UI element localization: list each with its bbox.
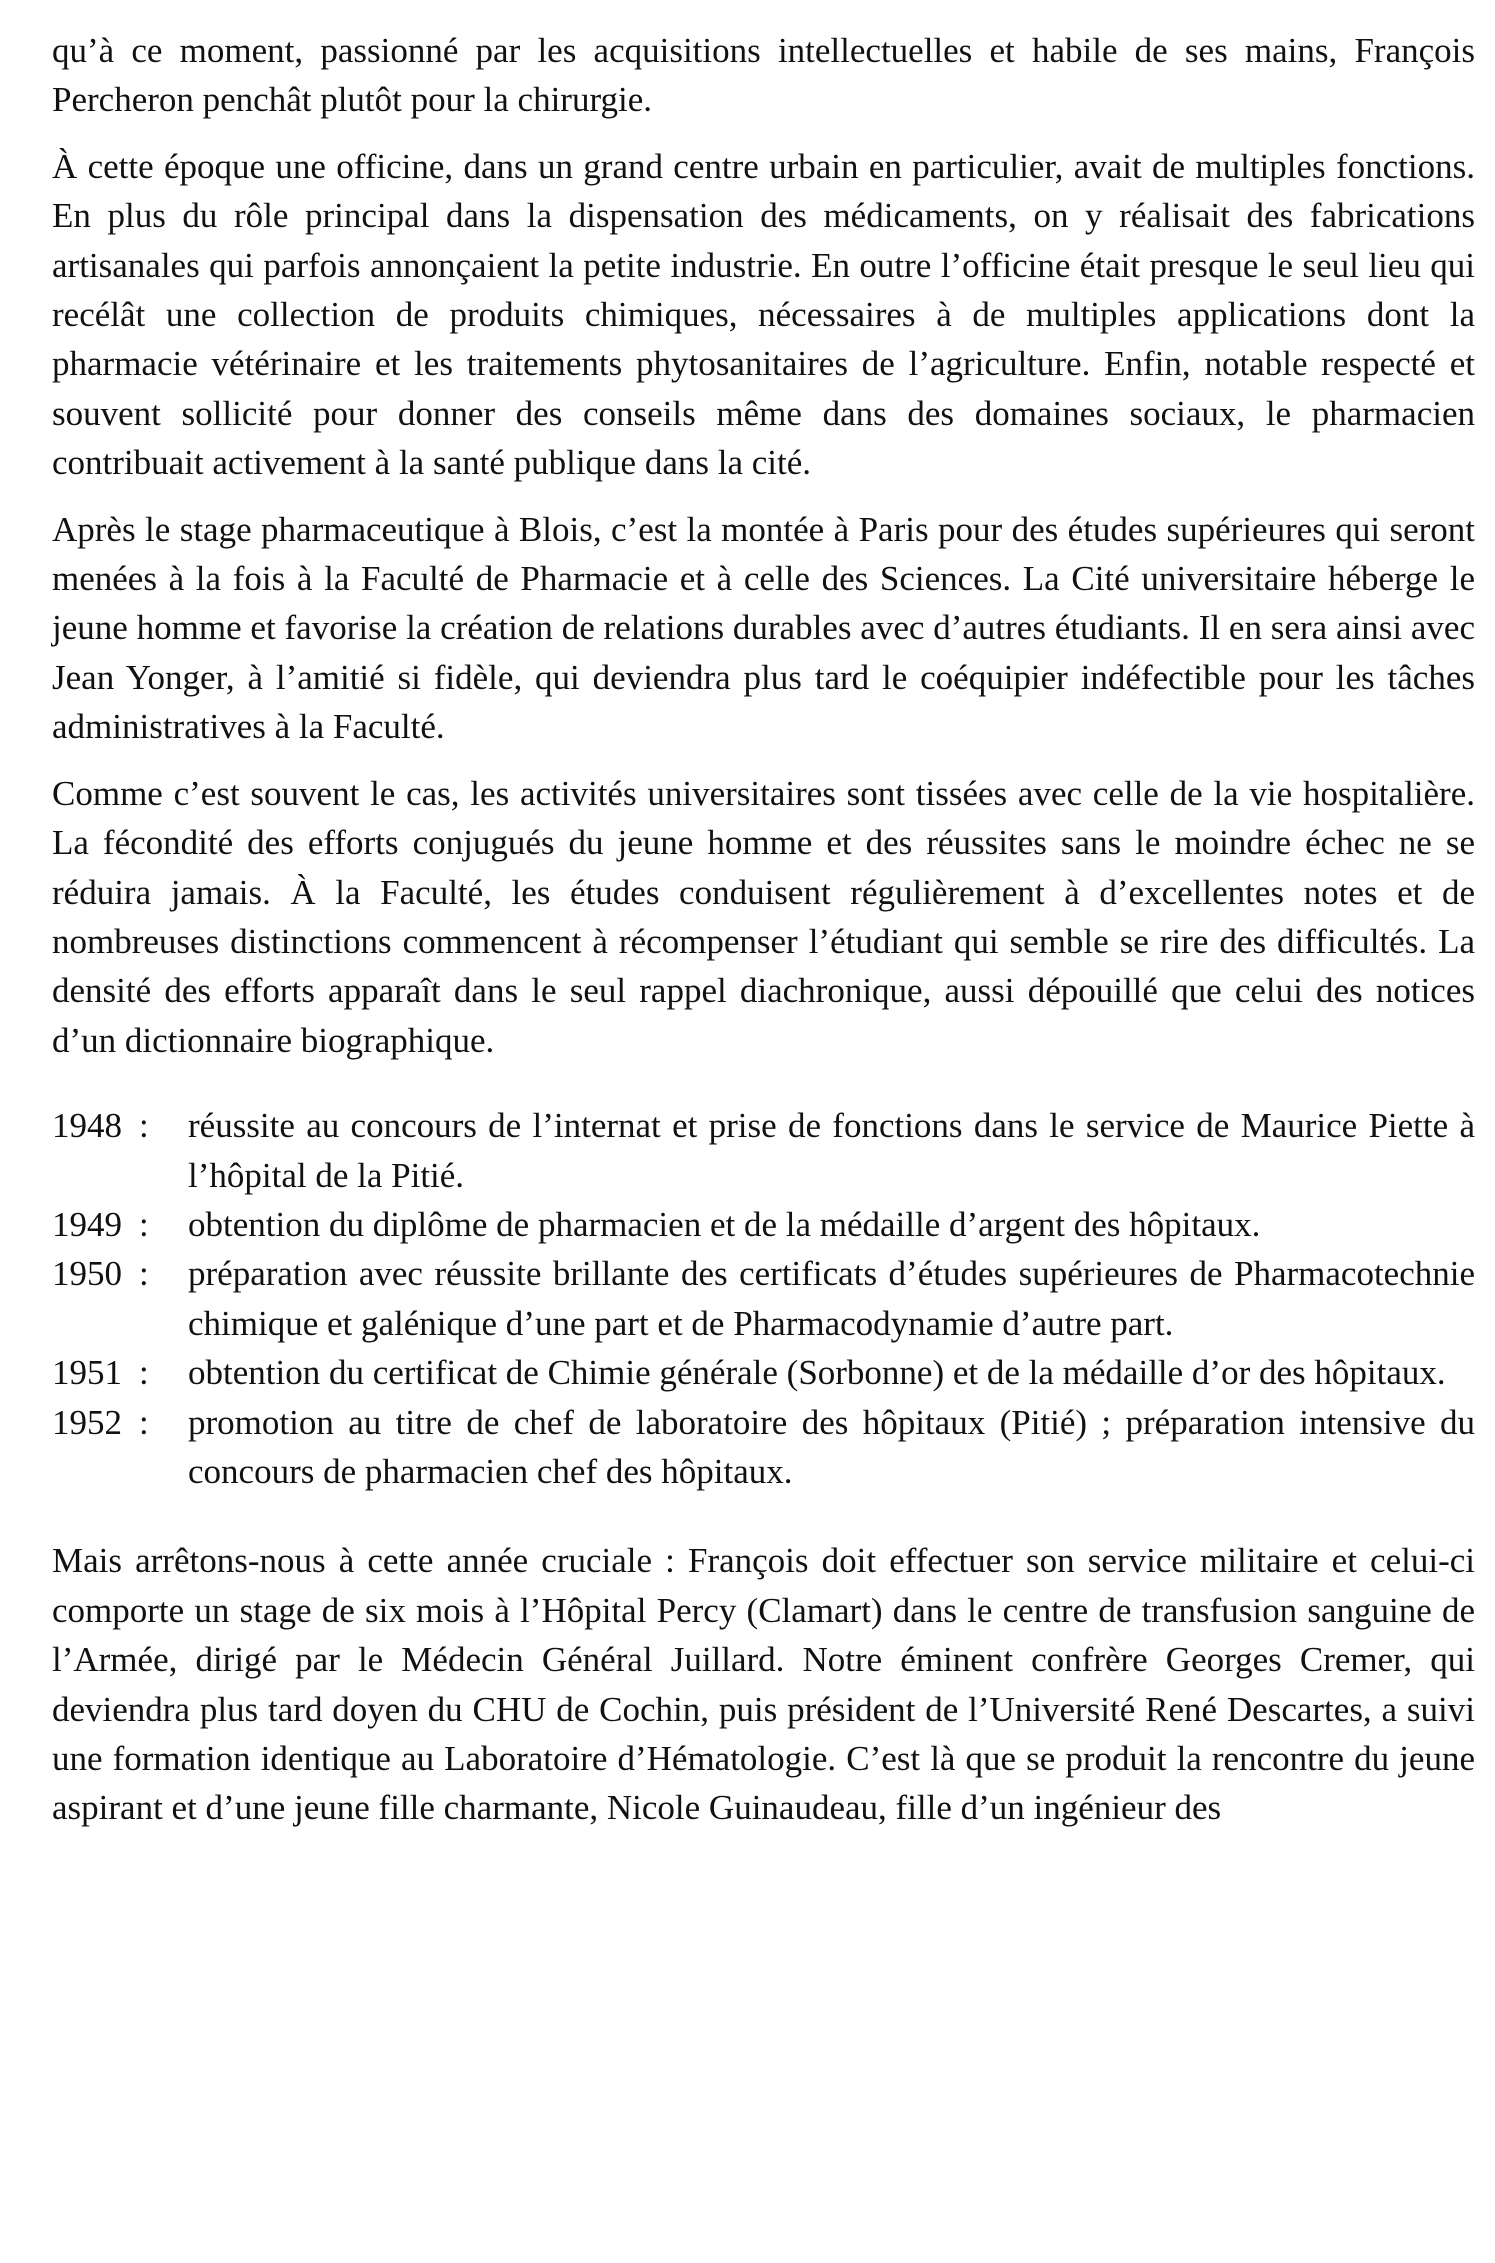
body-paragraph: À cette époque une officine, dans un grand centre urbain en particulier, avait de multiples fonctions. En plus du rôle principal dans la dispensation des médicaments, on y réalisait des fabrications artisanales qui parfois annonçaient la petite industrie. En outre l’officine était presque le seul lieu qui recélât une collection de produits chimiques, nécessaires à de multiples applications dont la pharmacie vétérinaire et les traitements phytosanitaires de l’agriculture. Enfin, notable respecté et souvent sollicité pour donner des conseils même dans des domaines sociaux, le pharmacien contribuait activement à la santé publique dans la cité. [52, 146, 1475, 483]
timeline-text: préparation avec réussite brillante des certificats d’études supérieures de Pharmacotechnie chimique et galénique d’une part et de Pharmacodynamie d’autre part. [188, 1254, 1475, 1343]
timeline-entry [52, 1398, 1475, 1497]
timeline-separator: : [139, 1254, 149, 1294]
body-paragraph: Après le stage pharmaceutique à Blois, c’est la montée à Paris pour des études supérieures qui seront menées à la fois à la Faculté de Pharmacie et à celle des Sciences. La Cité universitaire héberge le jeune homme et favorise la création de relations durables avec d’autres étudiants. Il en sera ainsi avec Jean Yonger, à l’amitié si fidèle, qui deviendra plus tard le coéquipier indéfectible pour les tâches administratives à la Faculté. [52, 509, 1475, 747]
timeline-text: réussite au concours de l’internat et prise de fonctions dans le service de Maurice Piette à l’hôpital de la Pitié. [188, 1106, 1475, 1195]
body-paragraph: qu’à ce moment, passionné par les acquisitions intellectuelles et habile de ses mains, François Percheron penchât plutôt pour la chirurgie. [52, 31, 1475, 120]
timeline-separator: : [139, 1353, 149, 1393]
timeline-year: 1950 [52, 1254, 122, 1294]
timeline-entry [52, 1249, 1475, 1348]
timeline-separator: : [139, 1402, 149, 1442]
timeline-year: 1949 [52, 1204, 122, 1244]
timeline-year: 1952 [52, 1402, 122, 1442]
timeline-text: obtention du diplôme de pharmacien et de la médaille d’argent des hôpitaux. [188, 1204, 1261, 1244]
closing-paragraph: Mais arrêtons-nous à cette année cruciale : François doit effectuer son service militaire et celui-ci comporte un stage de six mois à l’Hôpital Percy (Clamart) dans le centre de transfusion sanguine de l’Armée, dirigé par le Médecin Général Juillard. Notre éminent confrère Georges Cremer, qui deviendra plus tard doyen du CHU de Cochin, puis président de l’Université René Descartes, a suivi une formation identique au Laboratoire d’Hématologie. C’est là que se produit la rencontre du jeune aspirant et d’une jeune fille charmante, Nicole Guinaudeau, fille d’un ingénieur des [52, 1541, 1475, 1828]
timeline-entry [52, 1101, 1475, 1200]
timeline-entry [52, 1348, 1475, 1397]
body-paragraph: Comme c’est souvent le cas, les activités universitaires sont tissées avec celle de la vie hospitalière. La fécondité des efforts conjugués du jeune homme et des réussites sans le moindre échec ne se réduira jamais. À la Faculté, les études conduisent régulièrement à d’excellentes notes et de nombreuses distinctions commencent à récompenser l’étudiant qui semble se rire des difficultés. La densité des efforts apparaît dans le seul rappel diachronique, aussi dépouillé que celui des notices d’un dictionnaire biographique. [52, 773, 1475, 1060]
timeline-list [52, 1101, 1475, 1530]
timeline-text: promotion au titre de chef de laboratoire des hôpitaux (Pitié) ; préparation intensive du concours de pharmacien chef des hôpitaux. [188, 1402, 1475, 1491]
timeline-separator: : [139, 1204, 149, 1244]
document-page [52, 0, 1475, 1844]
timeline-year: 1948 [52, 1106, 122, 1146]
timeline-entry [52, 1200, 1475, 1249]
timeline-year: 1951 [52, 1353, 122, 1393]
timeline-separator: : [139, 1106, 149, 1146]
timeline-text: obtention du certificat de Chimie générale (Sorbonne) et de la médaille d’or des hôpitaux. [188, 1353, 1446, 1393]
